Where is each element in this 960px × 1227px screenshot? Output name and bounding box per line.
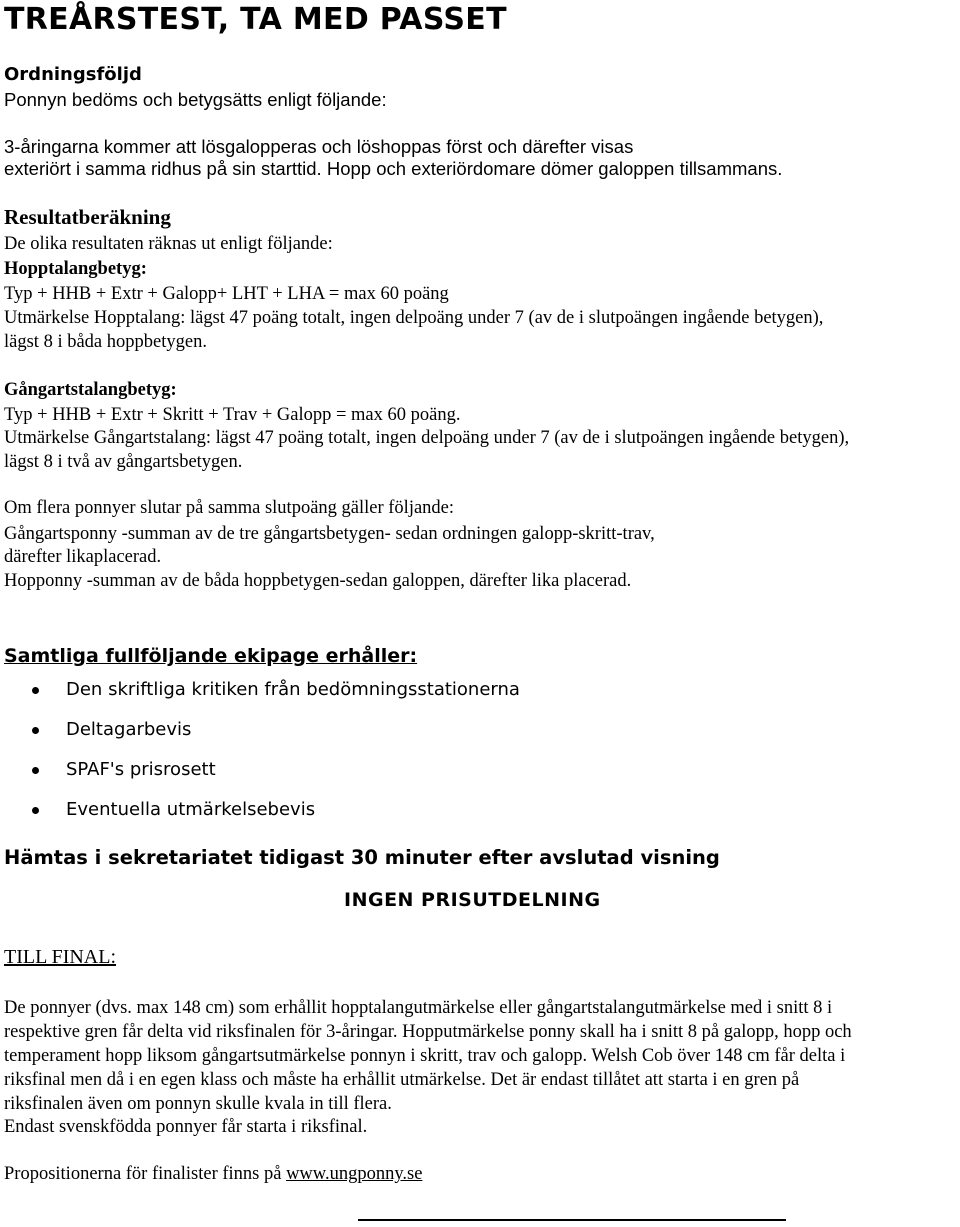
ordningsfoljd-heading: Ordningsföljd — [4, 64, 142, 85]
tie-line-1: Om flera ponnyer slutar på samma slutpoäng gäller följande: — [4, 498, 455, 518]
final-line-1: De ponnyer (dvs. max 148 cm) som erhållit hopptalangutmärkelse eller gångartstalangutmärkelse med i snitt 8 i — [4, 998, 833, 1018]
final-line-4: riksfinal men då i en egen klass och måste ha erhållit utmärkelse. Det är endast tillåtet att starta i en gren på — [4, 1070, 800, 1090]
hopp-line-1: Typ + HHB + Extr + Galopp+ LHT + LHA = max 60 poäng — [4, 284, 449, 304]
tie-line-3: därefter likaplacerad. — [4, 547, 162, 567]
gangartstalang-heading: Gångartstalangbetyg: — [4, 380, 177, 400]
hamtas-note: Hämtas i sekretariatet tidigast 30 minuter efter avslutad visning — [4, 846, 720, 869]
gang-line-3: lägst 8 i två av gångartsbetygen. — [4, 452, 243, 472]
final-line-3: temperament hopp liksom gångartsutmärkelse ponnyn i skritt, trav och galopp. Welsh Cob över 148 cm får delta i — [4, 1046, 846, 1066]
bullet-icon — [32, 807, 39, 814]
ungponny-link[interactable]: www.ungponny.se — [286, 1164, 423, 1184]
till-final-heading: TILL FINAL: — [4, 946, 117, 968]
hopp-line-2: Utmärkelse Hopptalang: lägst 47 poäng totalt, ingen delpoäng under 7 (av de i slutpoängen ingående betygen), — [4, 308, 824, 328]
benefits-list — [0, 670, 520, 830]
final-line-6: Endast svenskfödda ponnyer får starta i riksfinal. — [4, 1117, 368, 1137]
tie-line-2: Gångartsponny -summan av de tre gångartsbetygen- sedan ordningen galopp-skritt-trav, — [4, 524, 655, 544]
ordning-line-1: Ponnyn bedöms och betygsätts enligt följande: — [4, 89, 387, 110]
list-item — [0, 710, 520, 750]
final-line-2: respektive gren får delta vid riksfinalen för 3-åringar. Hopputmärkelse ponny skall ha i snitt 8 på galopp, hopp och — [4, 1022, 852, 1042]
gang-line-1: Typ + HHB + Extr + Skritt + Trav + Galopp = max 60 poäng. — [4, 405, 461, 425]
tie-line-4: Hopponny -summan av de båda hoppbetygen-sedan galoppen, därefter lika placerad. — [4, 571, 632, 591]
hopp-line-3: lägst 8 i båda hoppbetygen. — [4, 332, 207, 352]
list-item — [0, 790, 520, 830]
page-title: TREÅRSTEST, TA MED PASSET — [4, 2, 507, 37]
list-item-text: Eventuella utmärkelsebevis — [66, 799, 316, 820]
bullet-icon — [32, 727, 39, 734]
list-item — [0, 670, 520, 710]
gang-line-2: Utmärkelse Gångartstalang: lägst 47 poäng totalt, ingen delpoäng under 7 (av de i slutpoängen ingående betygen), — [4, 428, 850, 448]
bullet-icon — [32, 687, 39, 694]
list-item — [0, 750, 520, 790]
propositions-line — [4, 1163, 422, 1186]
samtliga-heading: Samtliga fullföljande ekipage erhåller: — [4, 645, 418, 667]
divider-line — [358, 1219, 786, 1221]
ordning-line-3: 3-åringarna kommer att lösgalopperas och löshoppas först och därefter visas — [4, 136, 634, 157]
ingen-prisutdelning: INGEN PRISUTDELNING — [344, 889, 601, 911]
list-item-text: SPAF's prisrosett — [66, 759, 216, 780]
hopptalang-heading: Hopptalangbetyg: — [4, 259, 147, 279]
bullet-icon — [32, 767, 39, 774]
propositions-text: Propositionerna för finalister finns på — [4, 1164, 287, 1184]
result-intro: De olika resultaten räknas ut enligt följande: — [4, 234, 333, 254]
list-item-text: Deltagarbevis — [66, 719, 192, 740]
final-line-5: riksfinalen även om ponnyn skulle kvala in till flera. — [4, 1094, 392, 1114]
resultatberakning-heading: Resultatberäkning — [4, 205, 171, 229]
list-item-text: Den skriftliga kritiken från bedömningsstationerna — [66, 679, 520, 700]
ordning-line-4: exteriört i samma ridhus på sin starttid. Hopp och exteriördomare dömer galoppen tillsammans. — [4, 158, 783, 179]
